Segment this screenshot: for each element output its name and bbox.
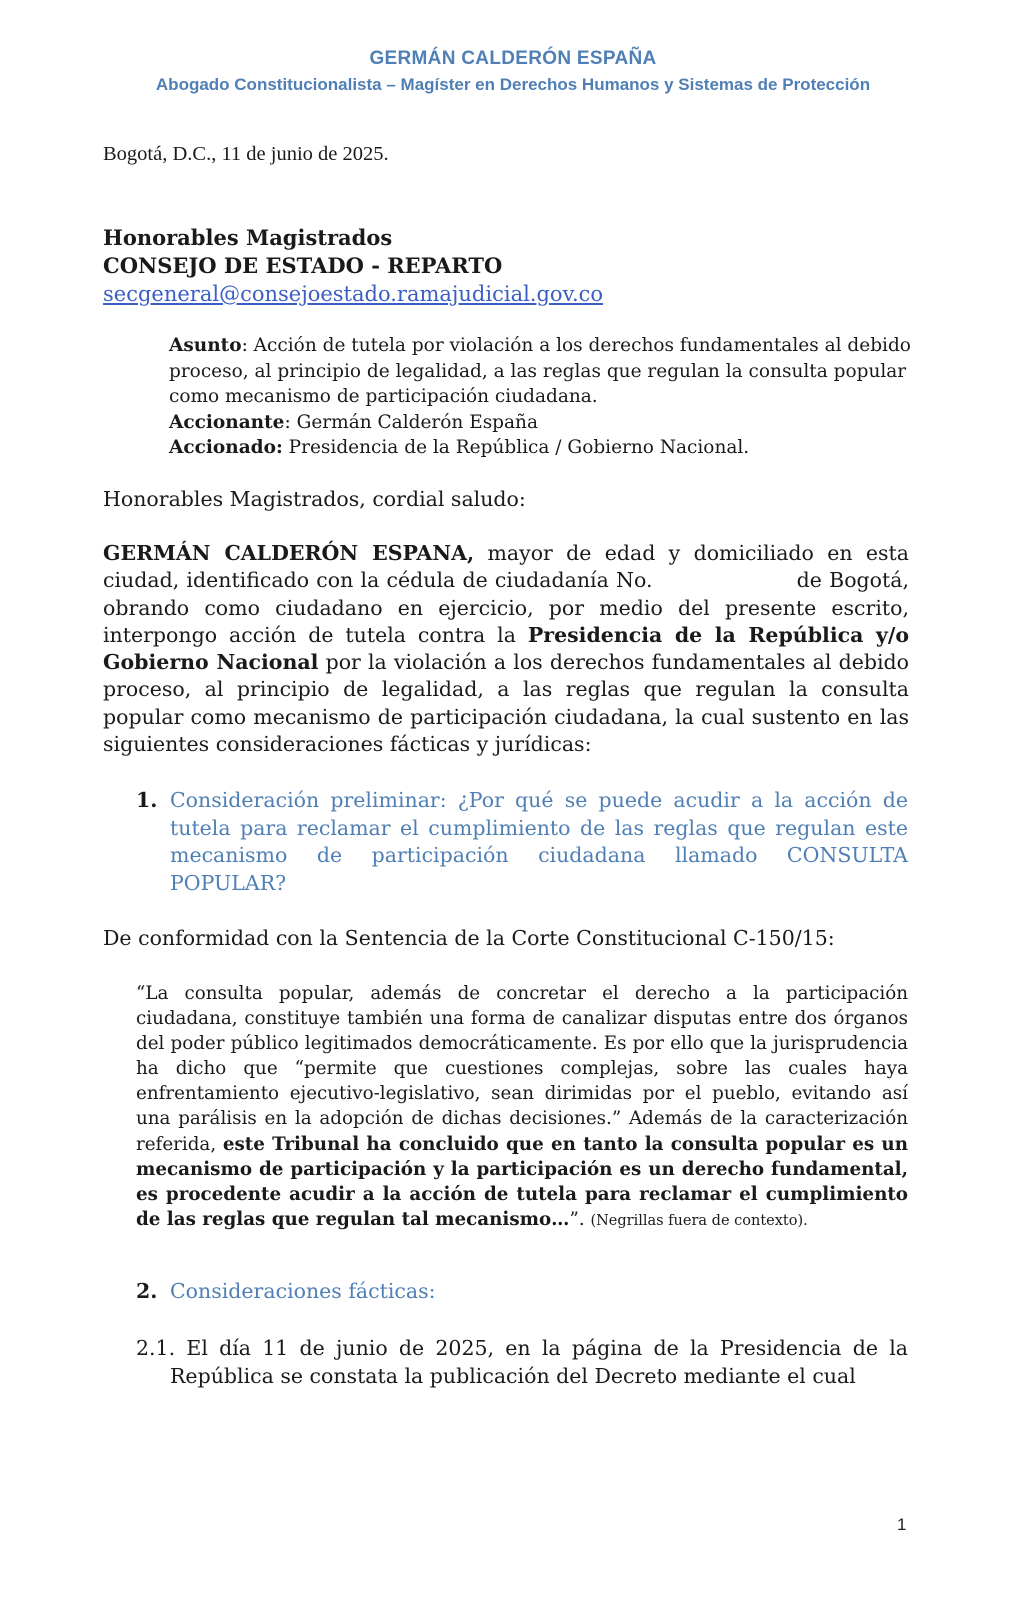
accionante-text: : Germán Calderón España bbox=[284, 411, 539, 433]
page-number: 1 bbox=[897, 1515, 907, 1534]
fact-item-text: El día 11 de junio de 2025, en la página de la Presidencia de la República se constata la publicación del Decreto mediante el cual bbox=[170, 1336, 908, 1388]
asunto-text: : Acción de tutela por violación a los derechos fundamentales al debido proceso, al principio de legalidad, a las reglas que regulan la consulta popular como mecanismo de participación ciudadana. bbox=[169, 335, 911, 407]
quote-bold-text: este Tribunal ha concluido que en tanto la consulta popular es un mecanismo de participación y la participación es un derecho fundamental, es procedente acudir a la acción de tutela para reclamar el cumplimiento de las reglas que regulan tal mecanismo… bbox=[136, 1133, 909, 1230]
intro-text-1: mayor de edad y domiciliado en esta ciudad, identificado con la cédula de ciudadanía No. de Bogotá, obrando como ciudadano en ejercicio, por medio del presente escrito, interpongo acción de tutela contra la bbox=[103, 541, 916, 647]
quote-note: (Negrillas fuera de contexto). bbox=[590, 1212, 808, 1229]
accionado-label: Accionado: bbox=[169, 437, 283, 458]
section-title: Consideraciones fácticas: bbox=[170, 1279, 436, 1303]
jurisprudence-quote bbox=[136, 981, 908, 1234]
quote-text-2: ”. bbox=[569, 1208, 591, 1230]
accionado-text: Presidencia de la República / Gobierno Nacional. bbox=[282, 437, 750, 458]
fact-item-2-1 bbox=[136, 1335, 908, 1390]
fact-item-body bbox=[136, 1335, 908, 1390]
subject-accionado bbox=[169, 435, 914, 461]
subject-block bbox=[169, 333, 914, 461]
section-number: 2. bbox=[136, 1279, 158, 1303]
accionante-label: Accionante bbox=[169, 411, 285, 433]
asunto-label: Asunto bbox=[169, 335, 242, 356]
respondent-entity: Presidencia de la República y/o Gobierno Nacional bbox=[103, 622, 910, 675]
recipient-email-link[interactable]: secgeneral@consejoestado.ramajudicial.gov.co bbox=[103, 282, 604, 306]
subject-asunto bbox=[169, 333, 914, 410]
greeting: Honorables Magistrados, cordial saludo: bbox=[103, 487, 526, 511]
author-title: Abogado Constitucionalista – Magíster en Derechos Humanos y Sistemas de Protección bbox=[155, 75, 871, 94]
citation-intro: De conformidad con la Sentencia de la Corte Constitucional C-150/15: bbox=[103, 926, 835, 950]
quote-text-1: “La consulta popular, además de concretar el derecho a la participación ciudadana, constituye también una forma de canalizar disputas entre dos órganos del poder público legitimados democráticamente. Es por ello que la jurisprudencia ha dicho que “permite que cuestiones complejas, sobre las cuales haya enfrentamiento ejecutivo-legislativo, sean dirimidas por el pueblo, evitando así una parálisis en la adopción de dichas decisiones.” Además de la caracterización referida, bbox=[136, 983, 908, 1155]
letterhead bbox=[0, 46, 1026, 98]
section-title: Consideración preliminar: ¿Por qué se puede acudir a la acción de tutela para reclamar el cumplimiento de las reglas que regulan este mecanismo de participación ciudadana llamado CONSULTA POPULAR? bbox=[170, 788, 908, 895]
intro-paragraph bbox=[103, 540, 916, 758]
section-1-heading bbox=[136, 787, 908, 897]
fact-item-label: 2.1. bbox=[136, 1336, 176, 1360]
recipient-institution: CONSEJO DE ESTADO - REPARTO bbox=[103, 253, 503, 278]
section-number: 1. bbox=[136, 788, 158, 812]
recipient-block bbox=[103, 224, 603, 308]
letter-date: Bogotá, D.C., 11 de junio de 2025. bbox=[103, 143, 389, 165]
section-2-heading bbox=[136, 1278, 908, 1306]
intro-text-2: por la violación a los derechos fundamentales al debido proceso, al principio de legalidad, a las reglas que regulan la consulta popular como mecanismo de participación ciudadana, la cual sustento en las siguientes consideraciones fácticas y jurídicas: bbox=[103, 650, 909, 757]
author-name: GERMÁN CALDERÓN ESPAÑA bbox=[369, 48, 657, 69]
petitioner-name: GERMÁN CALDERÓN ESPANA, bbox=[103, 541, 475, 565]
recipient-title: Honorables Magistrados bbox=[103, 225, 393, 250]
subject-accionante bbox=[169, 410, 914, 436]
